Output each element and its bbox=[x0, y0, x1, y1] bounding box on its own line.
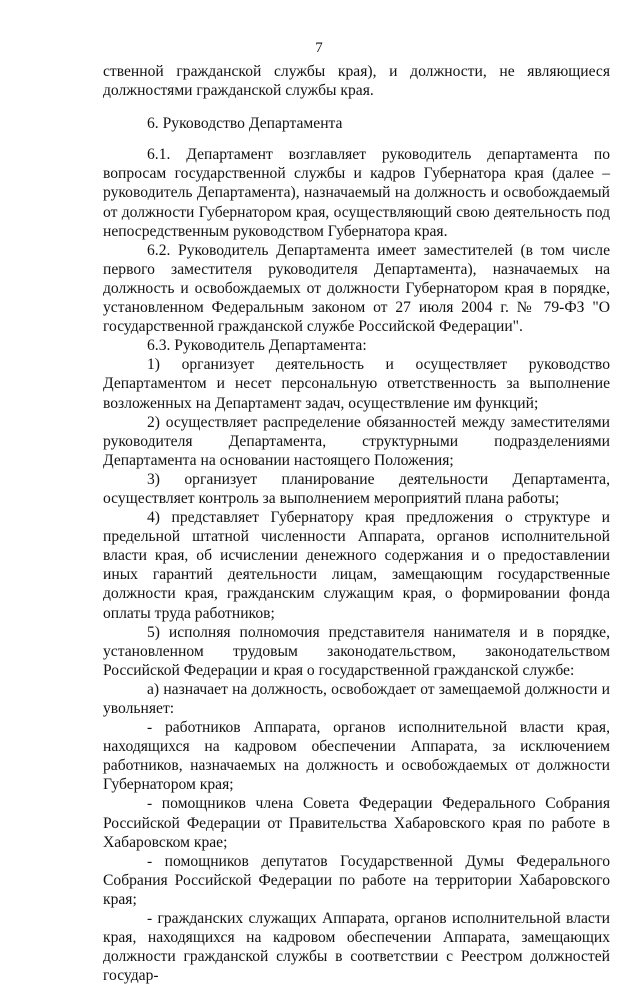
dash-item-3: - помощников депутатов Государственной Думы Федерального Собрания Российской Федерации по работе на территории Хабаровского края; bbox=[103, 852, 610, 908]
paragraph-6-1: 6.1. Департамент возглавляет руководитель департамента по вопросам государственной службы и кадров Губернатора края (далее – руководитель Департамента), назначаемый на должность и освобождаемый от должности Губернатором края, осуществляющий свою деятельность под непосредственным руководством Губернатора края. bbox=[103, 146, 610, 240]
page-number: 7 bbox=[315, 40, 323, 56]
list-item-2: 2) осуществляет распределение обязанностей между заместителями руководителя Департамента, структурными подразделениями Департамента на основании настоящего Положения; bbox=[103, 413, 610, 469]
dash-item-2: - помощников члена Совета Федерации Федерального Собрания Российской Федерации от Правительства Хабаровского края по работе в Хабаровском крае; bbox=[103, 795, 610, 851]
paragraph-6-2: 6.2. Руководитель Департамента имеет заместителей (в том числе первого заместителя руководителя Департамента), назначаемых на должность и освобождаемых от должности Губернатором края в порядке, установленном Федеральным законом от 27 июля 2004 г. № 79-ФЗ "О государственной гражданской службе Российской Федерации". bbox=[103, 241, 610, 336]
document-body bbox=[103, 62, 610, 985]
dash-item-1: - работников Аппарата, органов исполнительной власти края, находящихся на кадровом обеспечении Аппарата, за исключением работников, назначаемых на должность и освобождаемых от должности Губернатором края; bbox=[103, 719, 610, 794]
paragraph-6-3: 6.3. Руководитель Департамента: bbox=[147, 337, 367, 355]
list-item-5: 5) исполняя полномочия представителя нанимателя и в порядке, установленном трудовым законодательством, законодательством Российской Федерации и края о государственной гражданской службе: bbox=[103, 623, 610, 679]
section-heading: 6. Руководство Департамента bbox=[147, 115, 343, 133]
list-item-1: 1) организует деятельность и осуществляет руководство Департаментом и несет персональную ответственность за выполнение возложенных на Департамент задач, осуществление им функций; bbox=[103, 356, 610, 412]
dash-item-4: - гражданских служащих Аппарата, органов исполнительной власти края, находящихся на кадровом обеспечении Аппарата, замещающих должности гражданской службы в соответствии с Реестром должностей государ- bbox=[103, 910, 610, 985]
list-item-3: 3) организует планирование деятельности Департамента, осуществляет контроль за выполнением мероприятий плана работы; bbox=[103, 470, 610, 507]
sub-item-a: а) назначает на должность, освобождает от замещаемой должности и увольняет: bbox=[103, 680, 610, 717]
list-item-4: 4) представляет Губернатору края предложения о структуре и предельной штатной численности Аппарата, органов исполнительной власти края, об исчислении денежного содержания и о предоставлении иных гарантий деятельности лицам, замещающим государственные должности края, гражданским служащим края, о формировании фонда оплаты труда работников; bbox=[103, 509, 610, 622]
paragraph-continuation: ственной гражданской службы края), и должности, не являющиеся должностями гражданской службы края. bbox=[103, 63, 610, 100]
